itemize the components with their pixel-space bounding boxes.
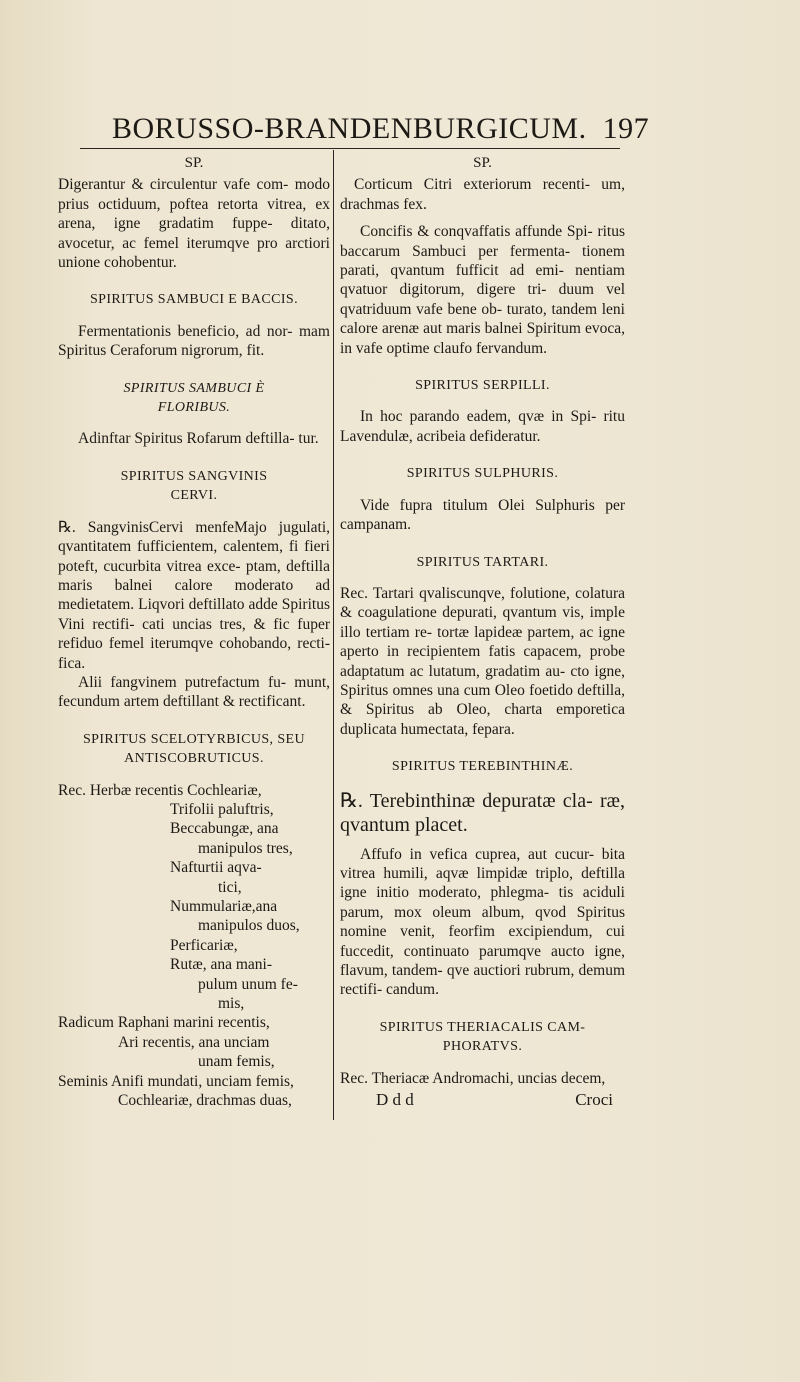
page-number: 197 <box>602 112 650 145</box>
ingredient-line: Perficariæ, <box>170 936 238 954</box>
paragraph: ℞. SangvinisCervi menfeMajo jugulati, qvantitatem fufficientem, calentem, fi fieri poteft, cucurbita vitrea exce- ptam, deftilla maris balnei calore moderato ad medietatem. Liqvori deftillato adde Spiritus Vini rectifi- cati uncias tres, & fic fuper refiduo femel iterumqve cohobando, recti- fica. <box>58 518 330 672</box>
ingredient-line: Rec. Herbæ recentis Cochleariæ, <box>58 781 262 799</box>
ingredient-line: Seminis Anifi mundati, unciam femis, <box>58 1072 294 1090</box>
running-title: BORUSSO-BRANDENBURGICUM. <box>112 112 587 145</box>
page-footer <box>340 1090 625 1109</box>
right-column <box>340 150 625 1109</box>
recipe-title: SPIRITUS SAMBUCI È FLORIBUS. <box>123 380 265 416</box>
ingredient-list <box>58 781 330 1111</box>
ingredient-line: tici, <box>218 878 242 896</box>
paragraph: Concifis & conqvaffatis affunde Spi- ritus baccarum Sambuci per fermenta- tionem parati, qvantum fufficit ad emi- nentiam qvatuor digitorum, digere tri- duum vel qvatriduum vafe bene ob- turato, tandem leni calore arenæ aut maris balnei Spiritum evoca, in vafe optime claufo fervandum. <box>340 223 625 357</box>
paragraph: Adinftar Spiritus Rofarum deftilla- tur. <box>78 430 319 448</box>
paragraph: Affufo in vefica cuprea, aut cucur- bita vitrea humili, aqvæ limpidæ triplo, deftilla igne initio moderato, phlegma- tis aciduli parum, mox oleum album, qvod Spiritus nomine venit, feorfim excipiendum, cui fuccedit, continuato parumqve aucto igne, flavum, tandem- qve auctiori rubrum, demum rectifi- candum. <box>340 845 625 999</box>
ingredient-line: pulum unum fe- <box>198 975 298 993</box>
recipe-title: SPIRITUS TEREBINTHINÆ. <box>391 759 574 775</box>
paragraph: Corticum Citri exteriorum recenti- um, drachmas fex. <box>340 176 625 213</box>
paragraph: Alii fangvinem putrefactum fu- munt, fecundum artem deftillant & rectificant. <box>58 673 330 711</box>
column-divider <box>333 150 334 1120</box>
header-rule <box>80 148 620 149</box>
running-header <box>112 112 650 146</box>
ingredient-line: Trifolii paluftris, <box>170 800 274 818</box>
recipe-title: SPIRITUS SULPHURIS. <box>406 466 559 482</box>
ingredient-line: Cochleariæ, drachmas duas, <box>118 1092 292 1110</box>
ingredient-line: Rutæ, ana mani- <box>170 956 273 974</box>
recipe-title: SPIRITUS SAMBUCI E BACCIS. <box>90 292 298 308</box>
recipe-title: SPIRITUS SCELOTYRBICUS, SEU ANTISCOBRUTICUS. <box>82 731 305 767</box>
recipe-title: SPIRITUS SANGVINIS CERVI. <box>120 468 268 504</box>
paragraph: Rec. Tartari qvaliscunqve, folutione, colatura & coagulatione depurati, qvantum vis, imple illo tertiam re- tortæ lapideæ partem, ac igne aperto in recipientem fatis capacem, probe adaptatum ac lutatum, gradatim au- cto igne, Spiritus omnes una cum Oleo foetido deftilla, & Spiritus ab Oleo, charta emporetica duplicata humectata, fepara. <box>340 584 625 738</box>
paragraph: Vide fupra titulum Olei Sulphuris per campanam. <box>340 496 625 534</box>
ingredient-line: manipulos duos, <box>198 917 300 935</box>
recipe-title: SPIRITUS SERPILLI. <box>415 378 550 394</box>
paragraph: Rec. Theriacæ Andromachi, uncias decem, <box>340 1069 606 1087</box>
paragraph: Digerantur & circulentur vafe com- modo prius octiduum, poftea retorta vitrea, ex arena, igne gradatim fuppe- ditato, avocetur, ac femel iterumqve pro arctiori unione cohobentur. <box>58 176 330 272</box>
paragraph: Fermentationis beneficio, ad nor- mam Spiritus Ceraforum nigrorum, fit. <box>58 322 330 360</box>
catchword: Croci <box>575 1090 613 1110</box>
signature-mark: D d d <box>376 1090 414 1110</box>
left-column <box>58 150 330 1110</box>
ingredient-line: Nafturtii aqva- <box>170 859 262 877</box>
section-mark: SP. <box>473 155 492 171</box>
ingredient-line: Nummulariæ,ana <box>170 898 278 915</box>
ingredient-line: Beccabungæ, ana <box>170 820 279 838</box>
ingredient-line: unam femis, <box>198 1053 275 1071</box>
ingredient-line: Ari recentis, ana unciam <box>118 1033 270 1051</box>
section-mark: SP. <box>184 155 204 171</box>
ingredient-line: mis, <box>218 995 245 1013</box>
ingredient-line: manipulos tres, <box>198 839 293 857</box>
paragraph: In hoc parando eadem, qvæ in Spi- ritu Lavendulæ, acribeia defideratur. <box>340 408 625 445</box>
ingredient-line: Radicum Raphani marini recentis, <box>58 1014 270 1032</box>
paragraph: ℞. Terebinthinæ depuratæ cla- ræ, qvantum placet. <box>340 789 625 836</box>
recipe-title: SPIRITUS THERIACALIS CAM- PHORATVS. <box>379 1019 586 1055</box>
recipe-title: SPIRITUS TARTARI. <box>416 554 549 570</box>
